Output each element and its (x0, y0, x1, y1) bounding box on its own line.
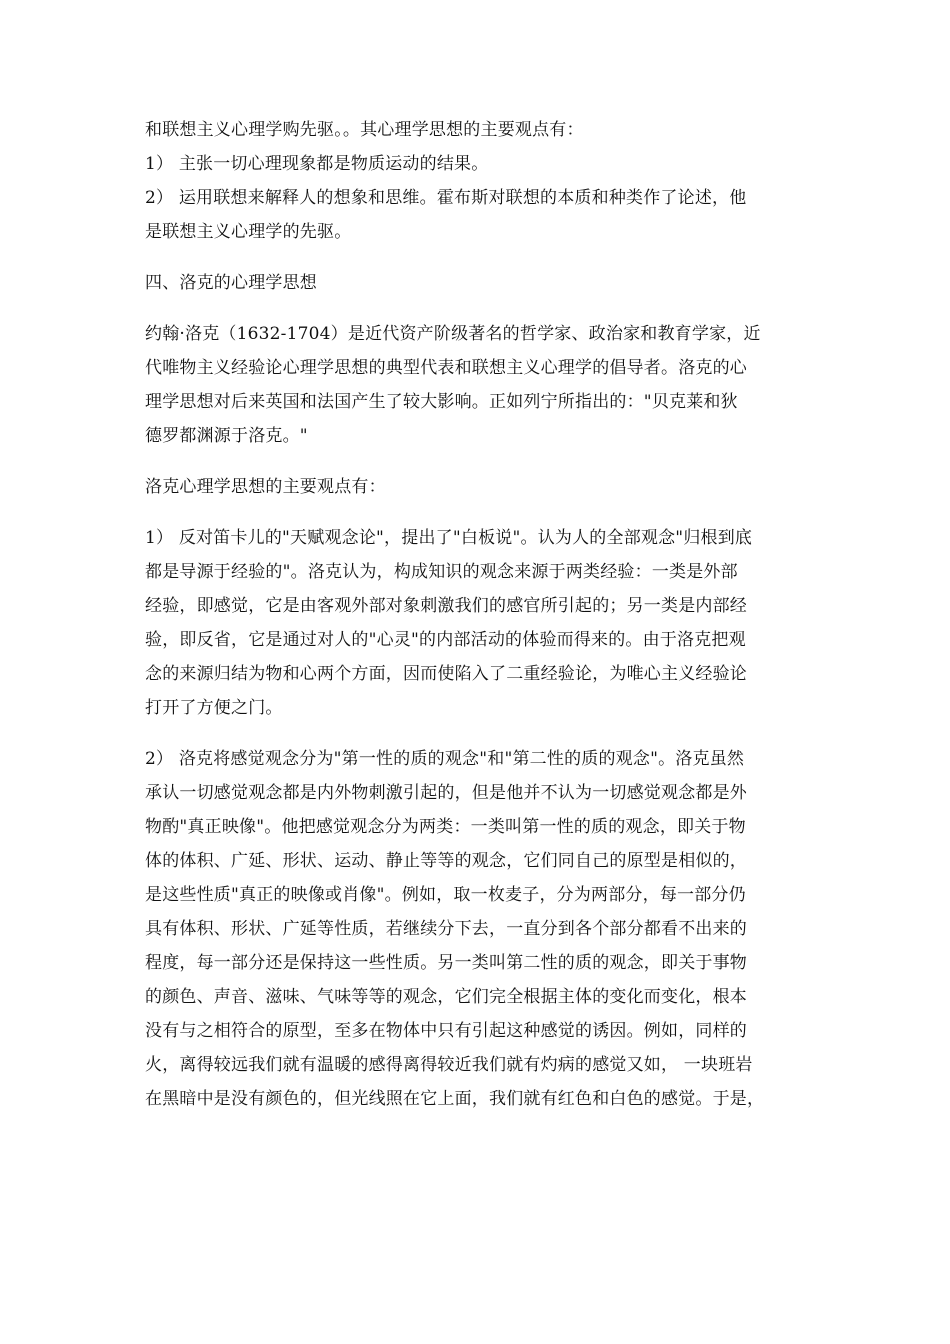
text-line: 验，即反省，它是通过对人的"心灵"的内部活动的体验而得来的。由于洛克把观 (145, 630, 746, 650)
locke-intro-paragraph (145, 317, 810, 453)
document-page (145, 113, 810, 1116)
intro-paragraph (145, 113, 810, 249)
text-line: 德罗都渊源于洛克。" (145, 426, 308, 446)
text-line: 和联想主义心理学购先驱。。其心理学思想的主要观点有： (145, 120, 584, 140)
point-2-paragraph (145, 742, 810, 1116)
text-line: 的颜色、声音、滋味、气味等等的观念，它们完全根据主体的变化而变化，根本 (145, 987, 747, 1007)
text-line: 2） 洛克将感觉观念分为"第一性的质的观念"和"第二性的质的观念"。洛克虽然 (145, 749, 745, 769)
paragraph-gap (145, 300, 810, 317)
paragraph-gap (145, 249, 810, 266)
text-line: 体的体积、广延、形状、运动、静止等等的观念，它们同自己的原型是相似的， (145, 851, 747, 871)
text-line: 是这些性质"真正的映像或肖像"。例如，取一枚麦子，分为两部分，每一部分仍 (145, 885, 746, 905)
text-line: 经验，即感觉，它是由客观外部对象刺激我们的感官所引起的；另一类是内部经 (145, 596, 747, 616)
text-line: 1） 主张一切心理现象都是物质运动的结果。 (145, 154, 489, 174)
text-line: 在黑暗中是没有颜色的，但光线照在它上面，我们就有红色和白色的感觉。于是， (145, 1089, 765, 1109)
text-line: 都是导源于经验的"。洛克认为，构成知识的观念来源于两类经验：一类是外部 (145, 562, 738, 582)
text-line: 打开了方便之门。 (145, 698, 283, 718)
text-line: 约翰·洛克（1632-1704）是近代资产阶级著名的哲学家、政治家和教育学家，近 (145, 324, 761, 344)
text-line: 代唯物主义经验论心理学思想的典型代表和联想主义心理学的倡导者。洛克的心 (145, 358, 747, 378)
point-1-paragraph (145, 521, 810, 725)
paragraph-gap (145, 725, 810, 742)
text-line: 理学思想对后来英国和法国产生了较大影响。正如列宁所指出的："贝克莱和狄 (145, 392, 738, 412)
text-line: 具有体积、形状、广延等性质，若继续分下去，一直分到各个部分都看不出来的 (145, 919, 747, 939)
text-line: 物酌"真正映像"。他把感觉观念分为两类：一类叫第一性的质的观念，即关于物 (145, 817, 746, 837)
text-line: 承认一切感觉观念都是内外物刺激引起的，但是他并不认为一切感觉观念都是外 (145, 783, 747, 803)
views-title: 洛克心理学思想的主要观点有： (145, 477, 386, 497)
paragraph-gap (145, 504, 810, 521)
text-line: 程度，每一部分还是保持这一些性质。另一类叫第二性的质的观念，即关于事物 (145, 953, 747, 973)
text-line: 火，离得较远我们就有温暖的感得离得较近我们就有灼病的感觉又如， 一块班岩 (145, 1055, 753, 1075)
text-line: 1） 反对笛卡儿的"天赋观念论"，提出了"白板说"。认为人的全部观念"归根到底 (145, 528, 753, 548)
text-line: 2） 运用联想来解释人的想象和思维。霍布斯对联想的本质和种类作了论述，他 (145, 188, 747, 208)
section-heading: 四、洛克的心理学思想 (145, 273, 317, 293)
text-line: 念的来源归结为物和心两个方面，因而使陷入了二重经验论，为唯心主义经验论 (145, 664, 747, 684)
paragraph-gap (145, 453, 810, 470)
text-line: 是联想主义心理学的先驱。 (145, 222, 352, 242)
text-line: 没有与之相符合的原型，至多在物体中只有引起这种感觉的诱因。例如，同样的 (145, 1021, 747, 1041)
